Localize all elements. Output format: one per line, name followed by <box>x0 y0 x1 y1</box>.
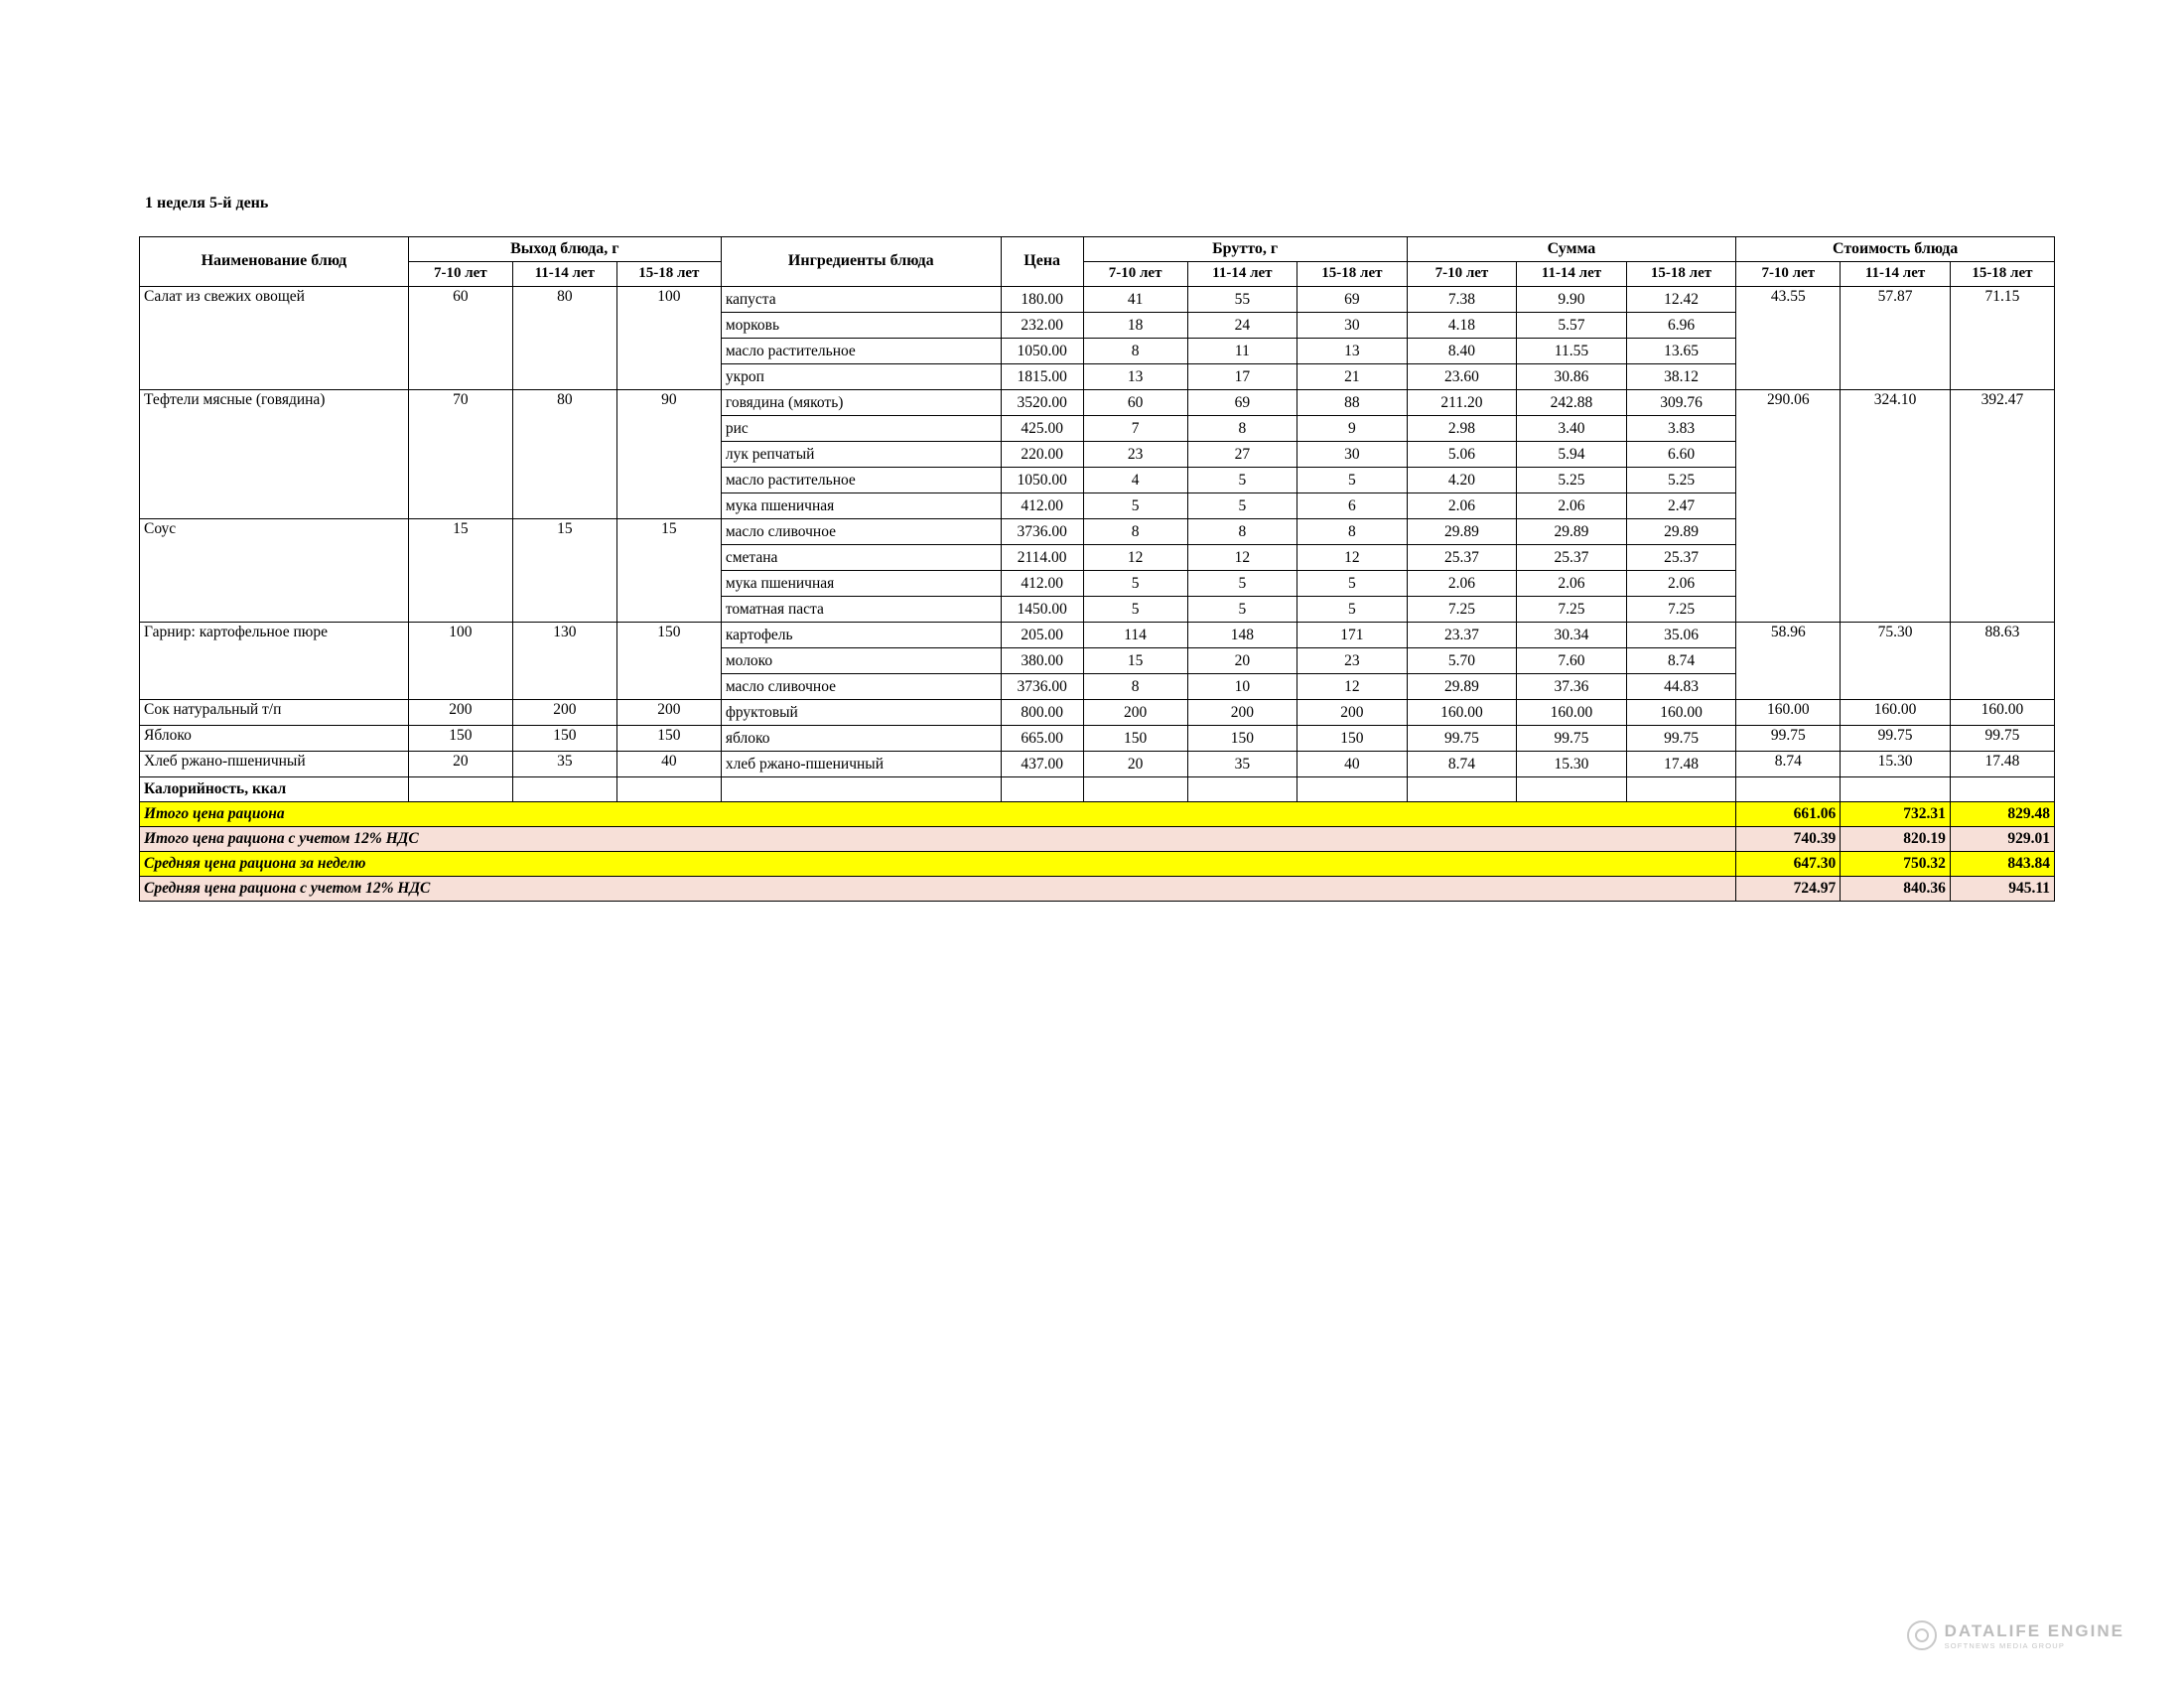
cell-price: 3736.00 <box>1001 674 1083 700</box>
cell-sum-1: 5.94 <box>1517 442 1627 468</box>
cell-yield-2: 150 <box>616 623 721 700</box>
cell-gross-1: 5 <box>1187 571 1297 597</box>
cell-sum-1: 5.57 <box>1517 313 1627 339</box>
watermark <box>1907 1620 2124 1650</box>
cell-sum-2: 3.83 <box>1626 416 1736 442</box>
cell-gross-1: 12 <box>1187 545 1297 571</box>
cell-gross-2: 40 <box>1297 752 1408 777</box>
cell-sum-2: 25.37 <box>1626 545 1736 571</box>
cell-cost-0: 43.55 <box>1736 287 1841 390</box>
cell-yield-0: 150 <box>408 726 512 752</box>
table-row <box>140 623 2055 648</box>
total-row <box>140 877 2055 902</box>
cell-yield-0: 200 <box>408 700 512 726</box>
cell-sum-0: 4.20 <box>1407 468 1517 493</box>
cell-yield-0: 100 <box>408 623 512 700</box>
total-label: Итого цена рациона <box>140 802 1736 827</box>
header-cost: Стоимость блюда <box>1736 237 2055 262</box>
cell-price: 412.00 <box>1001 493 1083 519</box>
cell-yield-2: 200 <box>616 700 721 726</box>
cell-sum-1: 37.36 <box>1517 674 1627 700</box>
cell-sum-0: 7.38 <box>1407 287 1517 313</box>
cell-sum-1: 30.86 <box>1517 364 1627 390</box>
header-yield-age-0: 7-10 лет <box>408 262 512 287</box>
cell-cost-1: 57.87 <box>1841 287 1951 390</box>
cell-cost-1: 15.30 <box>1841 752 1951 777</box>
header-yield-age-1: 11-14 лет <box>512 262 616 287</box>
cell-dish-name: Соус <box>140 519 409 623</box>
cell-yield-1: 200 <box>512 700 616 726</box>
cell-sum-1: 2.06 <box>1517 493 1627 519</box>
total-label: Средняя цена рациона за неделю <box>140 852 1736 877</box>
cell-price: 3736.00 <box>1001 519 1083 545</box>
cell-price: 437.00 <box>1001 752 1083 777</box>
cell-sum-1: 29.89 <box>1517 519 1627 545</box>
total-label: Средняя цена рациона с учетом 12% НДС <box>140 877 1736 902</box>
cell-price: 1050.00 <box>1001 468 1083 493</box>
cell-sum-2: 99.75 <box>1626 726 1736 752</box>
cell-ingredient: томатная паста <box>721 597 1001 623</box>
cell-gross-1: 150 <box>1187 726 1297 752</box>
cell-gross-0: 60 <box>1083 390 1187 416</box>
calories-cell-11 <box>1736 777 1841 802</box>
header-gross-age-1: 11-14 лет <box>1187 262 1297 287</box>
cell-sum-1: 15.30 <box>1517 752 1627 777</box>
cell-sum-2: 7.25 <box>1626 597 1736 623</box>
cell-yield-1: 80 <box>512 390 616 519</box>
cell-sum-1: 3.40 <box>1517 416 1627 442</box>
cell-dish-name: Гарнир: картофельное пюре <box>140 623 409 700</box>
cell-cost-0: 160.00 <box>1736 700 1841 726</box>
cell-sum-0: 29.89 <box>1407 674 1517 700</box>
header-sum-age-2: 15-18 лет <box>1626 262 1736 287</box>
cell-yield-1: 15 <box>512 519 616 623</box>
cell-price: 3520.00 <box>1001 390 1083 416</box>
cell-sum-1: 9.90 <box>1517 287 1627 313</box>
header-price: Цена <box>1001 237 1083 287</box>
cell-gross-0: 114 <box>1083 623 1187 648</box>
cell-sum-1: 25.37 <box>1517 545 1627 571</box>
cell-gross-0: 8 <box>1083 519 1187 545</box>
cell-sum-2: 160.00 <box>1626 700 1736 726</box>
cell-gross-2: 30 <box>1297 313 1408 339</box>
total-value-2: 945.11 <box>1950 877 2054 902</box>
total-row <box>140 852 2055 877</box>
cell-gross-1: 11 <box>1187 339 1297 364</box>
calories-cell-12 <box>1841 777 1951 802</box>
total-value-0: 740.39 <box>1736 827 1841 852</box>
cell-gross-2: 12 <box>1297 674 1408 700</box>
cell-gross-1: 35 <box>1187 752 1297 777</box>
cell-ingredient: укроп <box>721 364 1001 390</box>
cell-sum-1: 242.88 <box>1517 390 1627 416</box>
total-value-2: 829.48 <box>1950 802 2054 827</box>
header-cost-age-1: 11-14 лет <box>1841 262 1951 287</box>
cell-yield-0: 70 <box>408 390 512 519</box>
header-yield: Выход блюда, г <box>408 237 721 262</box>
header-row-main <box>140 237 2055 262</box>
table-header <box>140 237 2055 287</box>
total-value-1: 840.36 <box>1841 877 1951 902</box>
cell-price: 220.00 <box>1001 442 1083 468</box>
cell-sum-0: 23.37 <box>1407 623 1517 648</box>
total-value-0: 724.97 <box>1736 877 1841 902</box>
cell-gross-2: 30 <box>1297 442 1408 468</box>
table-row <box>140 390 2055 416</box>
cell-sum-1: 7.60 <box>1517 648 1627 674</box>
cell-gross-2: 23 <box>1297 648 1408 674</box>
cell-gross-0: 8 <box>1083 339 1187 364</box>
cell-price: 412.00 <box>1001 571 1083 597</box>
cell-gross-0: 15 <box>1083 648 1187 674</box>
cell-gross-2: 5 <box>1297 597 1408 623</box>
cell-gross-1: 8 <box>1187 416 1297 442</box>
calories-label: Калорийность, ккал <box>140 777 409 802</box>
cell-sum-1: 2.06 <box>1517 571 1627 597</box>
cell-sum-0: 2.06 <box>1407 571 1517 597</box>
cell-sum-0: 2.98 <box>1407 416 1517 442</box>
cell-cost-1: 75.30 <box>1841 623 1951 700</box>
cell-sum-2: 8.74 <box>1626 648 1736 674</box>
cell-price: 180.00 <box>1001 287 1083 313</box>
calories-cell-3 <box>721 777 1001 802</box>
cell-dish-name: Яблоко <box>140 726 409 752</box>
cell-yield-0: 20 <box>408 752 512 777</box>
menu-table <box>139 236 2055 902</box>
cell-sum-1: 30.34 <box>1517 623 1627 648</box>
cell-price: 1815.00 <box>1001 364 1083 390</box>
cell-sum-2: 35.06 <box>1626 623 1736 648</box>
header-cost-age-0: 7-10 лет <box>1736 262 1841 287</box>
total-value-1: 732.31 <box>1841 802 1951 827</box>
cell-gross-0: 5 <box>1083 493 1187 519</box>
cell-ingredient: морковь <box>721 313 1001 339</box>
cell-gross-2: 12 <box>1297 545 1408 571</box>
calories-cell-1 <box>512 777 616 802</box>
cell-ingredient: рис <box>721 416 1001 442</box>
cell-cost-1: 99.75 <box>1841 726 1951 752</box>
cell-sum-2: 44.83 <box>1626 674 1736 700</box>
header-sum: Сумма <box>1407 237 1736 262</box>
cell-cost-0: 99.75 <box>1736 726 1841 752</box>
cell-gross-2: 6 <box>1297 493 1408 519</box>
cell-gross-0: 23 <box>1083 442 1187 468</box>
cell-gross-0: 13 <box>1083 364 1187 390</box>
cell-cost-1: 324.10 <box>1841 390 1951 623</box>
cell-price: 232.00 <box>1001 313 1083 339</box>
calories-cell-0 <box>408 777 512 802</box>
cell-sum-1: 11.55 <box>1517 339 1627 364</box>
datalife-logo-icon <box>1907 1620 1937 1650</box>
cell-ingredient: фруктовый <box>721 700 1001 726</box>
cell-price: 1450.00 <box>1001 597 1083 623</box>
cell-price: 1050.00 <box>1001 339 1083 364</box>
cell-yield-1: 35 <box>512 752 616 777</box>
cell-gross-0: 7 <box>1083 416 1187 442</box>
cell-sum-0: 8.74 <box>1407 752 1517 777</box>
cell-sum-0: 99.75 <box>1407 726 1517 752</box>
cell-ingredient: картофель <box>721 623 1001 648</box>
cell-cost-2: 88.63 <box>1950 623 2054 700</box>
cell-ingredient: мука пшеничная <box>721 493 1001 519</box>
cell-gross-2: 69 <box>1297 287 1408 313</box>
cell-sum-2: 17.48 <box>1626 752 1736 777</box>
cell-sum-2: 2.06 <box>1626 571 1736 597</box>
calories-cell-2 <box>616 777 721 802</box>
cell-yield-0: 15 <box>408 519 512 623</box>
cell-cost-2: 99.75 <box>1950 726 2054 752</box>
cell-ingredient: лук репчатый <box>721 442 1001 468</box>
calories-cell-7 <box>1297 777 1408 802</box>
cell-sum-1: 99.75 <box>1517 726 1627 752</box>
cell-ingredient: масло растительное <box>721 468 1001 493</box>
cell-sum-1: 5.25 <box>1517 468 1627 493</box>
header-gross-age-0: 7-10 лет <box>1083 262 1187 287</box>
cell-cost-2: 71.15 <box>1950 287 2054 390</box>
cell-gross-0: 4 <box>1083 468 1187 493</box>
cell-cost-2: 160.00 <box>1950 700 2054 726</box>
cell-sum-0: 23.60 <box>1407 364 1517 390</box>
cell-yield-1: 80 <box>512 287 616 390</box>
cell-sum-1: 7.25 <box>1517 597 1627 623</box>
cell-yield-2: 40 <box>616 752 721 777</box>
cell-gross-1: 200 <box>1187 700 1297 726</box>
cell-gross-1: 8 <box>1187 519 1297 545</box>
cell-ingredient: мука пшеничная <box>721 571 1001 597</box>
cell-gross-2: 21 <box>1297 364 1408 390</box>
cell-gross-0: 18 <box>1083 313 1187 339</box>
cell-gross-0: 200 <box>1083 700 1187 726</box>
calories-cell-4 <box>1001 777 1083 802</box>
cell-gross-1: 55 <box>1187 287 1297 313</box>
cell-yield-0: 60 <box>408 287 512 390</box>
cell-sum-1: 160.00 <box>1517 700 1627 726</box>
cell-cost-1: 160.00 <box>1841 700 1951 726</box>
header-ingredients: Ингредиенты блюда <box>721 237 1001 287</box>
cell-sum-0: 4.18 <box>1407 313 1517 339</box>
watermark-title: DATALIFE ENGINE <box>1944 1620 2124 1640</box>
cell-sum-0: 7.25 <box>1407 597 1517 623</box>
total-value-0: 647.30 <box>1736 852 1841 877</box>
header-cost-age-2: 15-18 лет <box>1950 262 2054 287</box>
cell-gross-0: 12 <box>1083 545 1187 571</box>
cell-ingredient: масло растительное <box>721 339 1001 364</box>
cell-sum-2: 309.76 <box>1626 390 1736 416</box>
watermark-subtitle: SOFTNEWS MEDIA GROUP <box>1944 1640 2066 1650</box>
cell-price: 665.00 <box>1001 726 1083 752</box>
cell-gross-1: 17 <box>1187 364 1297 390</box>
cell-gross-2: 200 <box>1297 700 1408 726</box>
cell-dish-name: Хлеб ржано-пшеничный <box>140 752 409 777</box>
cell-price: 380.00 <box>1001 648 1083 674</box>
cell-ingredient: молоко <box>721 648 1001 674</box>
calories-cell-13 <box>1950 777 2054 802</box>
table-row <box>140 700 2055 726</box>
cell-gross-1: 5 <box>1187 493 1297 519</box>
cell-sum-2: 38.12 <box>1626 364 1736 390</box>
calories-row <box>140 777 2055 802</box>
cell-yield-2: 150 <box>616 726 721 752</box>
cell-sum-0: 29.89 <box>1407 519 1517 545</box>
cell-gross-0: 150 <box>1083 726 1187 752</box>
total-value-1: 820.19 <box>1841 827 1951 852</box>
cell-cost-2: 17.48 <box>1950 752 2054 777</box>
total-value-0: 661.06 <box>1736 802 1841 827</box>
table-body <box>140 287 2055 902</box>
cell-ingredient: хлеб ржано-пшеничный <box>721 752 1001 777</box>
cell-gross-1: 24 <box>1187 313 1297 339</box>
cell-price: 205.00 <box>1001 623 1083 648</box>
cell-sum-0: 160.00 <box>1407 700 1517 726</box>
cell-sum-0: 5.06 <box>1407 442 1517 468</box>
calories-cell-6 <box>1187 777 1297 802</box>
cell-yield-1: 130 <box>512 623 616 700</box>
cell-sum-2: 29.89 <box>1626 519 1736 545</box>
cell-cost-0: 290.06 <box>1736 390 1841 623</box>
total-value-2: 843.84 <box>1950 852 2054 877</box>
cell-gross-0: 5 <box>1083 571 1187 597</box>
cell-ingredient: яблоко <box>721 726 1001 752</box>
calories-cell-10 <box>1626 777 1736 802</box>
cell-gross-0: 41 <box>1083 287 1187 313</box>
cell-price: 425.00 <box>1001 416 1083 442</box>
cell-sum-2: 6.60 <box>1626 442 1736 468</box>
cell-yield-1: 150 <box>512 726 616 752</box>
cell-gross-1: 148 <box>1187 623 1297 648</box>
cell-yield-2: 15 <box>616 519 721 623</box>
cell-yield-2: 90 <box>616 390 721 519</box>
cell-dish-name: Сок натуральный т/п <box>140 700 409 726</box>
header-sum-age-0: 7-10 лет <box>1407 262 1517 287</box>
cell-cost-0: 58.96 <box>1736 623 1841 700</box>
cell-gross-2: 171 <box>1297 623 1408 648</box>
header-yield-age-2: 15-18 лет <box>616 262 721 287</box>
cell-cost-0: 8.74 <box>1736 752 1841 777</box>
cell-gross-1: 27 <box>1187 442 1297 468</box>
cell-gross-2: 8 <box>1297 519 1408 545</box>
cell-ingredient: масло сливочное <box>721 519 1001 545</box>
total-row <box>140 802 2055 827</box>
total-value-2: 929.01 <box>1950 827 2054 852</box>
calories-cell-9 <box>1517 777 1627 802</box>
table-row <box>140 726 2055 752</box>
cell-dish-name: Салат из свежих овощей <box>140 287 409 390</box>
cell-gross-1: 10 <box>1187 674 1297 700</box>
header-dish-name: Наименование блюд <box>140 237 409 287</box>
cell-gross-2: 88 <box>1297 390 1408 416</box>
table-row <box>140 752 2055 777</box>
total-value-1: 750.32 <box>1841 852 1951 877</box>
menu-table-container <box>139 236 2055 902</box>
cell-sum-2: 2.47 <box>1626 493 1736 519</box>
cell-sum-0: 2.06 <box>1407 493 1517 519</box>
cell-price: 2114.00 <box>1001 545 1083 571</box>
cell-sum-0: 5.70 <box>1407 648 1517 674</box>
cell-ingredient: масло сливочное <box>721 674 1001 700</box>
header-gross-age-2: 15-18 лет <box>1297 262 1408 287</box>
cell-sum-0: 8.40 <box>1407 339 1517 364</box>
header-gross: Брутто, г <box>1083 237 1407 262</box>
cell-sum-0: 25.37 <box>1407 545 1517 571</box>
cell-gross-2: 150 <box>1297 726 1408 752</box>
cell-sum-2: 12.42 <box>1626 287 1736 313</box>
header-sum-age-1: 11-14 лет <box>1517 262 1627 287</box>
cell-gross-0: 20 <box>1083 752 1187 777</box>
cell-gross-1: 5 <box>1187 468 1297 493</box>
cell-gross-1: 5 <box>1187 597 1297 623</box>
calories-cell-5 <box>1083 777 1187 802</box>
cell-gross-1: 69 <box>1187 390 1297 416</box>
cell-gross-2: 9 <box>1297 416 1408 442</box>
calories-cell-8 <box>1407 777 1517 802</box>
cell-ingredient: сметана <box>721 545 1001 571</box>
cell-yield-2: 100 <box>616 287 721 390</box>
header-row-age-groups <box>140 262 2055 287</box>
cell-sum-2: 5.25 <box>1626 468 1736 493</box>
cell-gross-1: 20 <box>1187 648 1297 674</box>
cell-sum-0: 211.20 <box>1407 390 1517 416</box>
total-label: Итого цена рациона с учетом 12% НДС <box>140 827 1736 852</box>
cell-gross-2: 13 <box>1297 339 1408 364</box>
cell-gross-0: 5 <box>1083 597 1187 623</box>
page-title: 1 неделя 5-й день <box>145 195 269 211</box>
cell-ingredient: говядина (мякоть) <box>721 390 1001 416</box>
cell-price: 800.00 <box>1001 700 1083 726</box>
cell-cost-2: 392.47 <box>1950 390 2054 623</box>
cell-gross-2: 5 <box>1297 468 1408 493</box>
table-row <box>140 287 2055 313</box>
cell-gross-2: 5 <box>1297 571 1408 597</box>
cell-gross-0: 8 <box>1083 674 1187 700</box>
cell-dish-name: Тефтели мясные (говядина) <box>140 390 409 519</box>
total-row <box>140 827 2055 852</box>
cell-ingredient: капуста <box>721 287 1001 313</box>
cell-sum-2: 6.96 <box>1626 313 1736 339</box>
cell-sum-2: 13.65 <box>1626 339 1736 364</box>
